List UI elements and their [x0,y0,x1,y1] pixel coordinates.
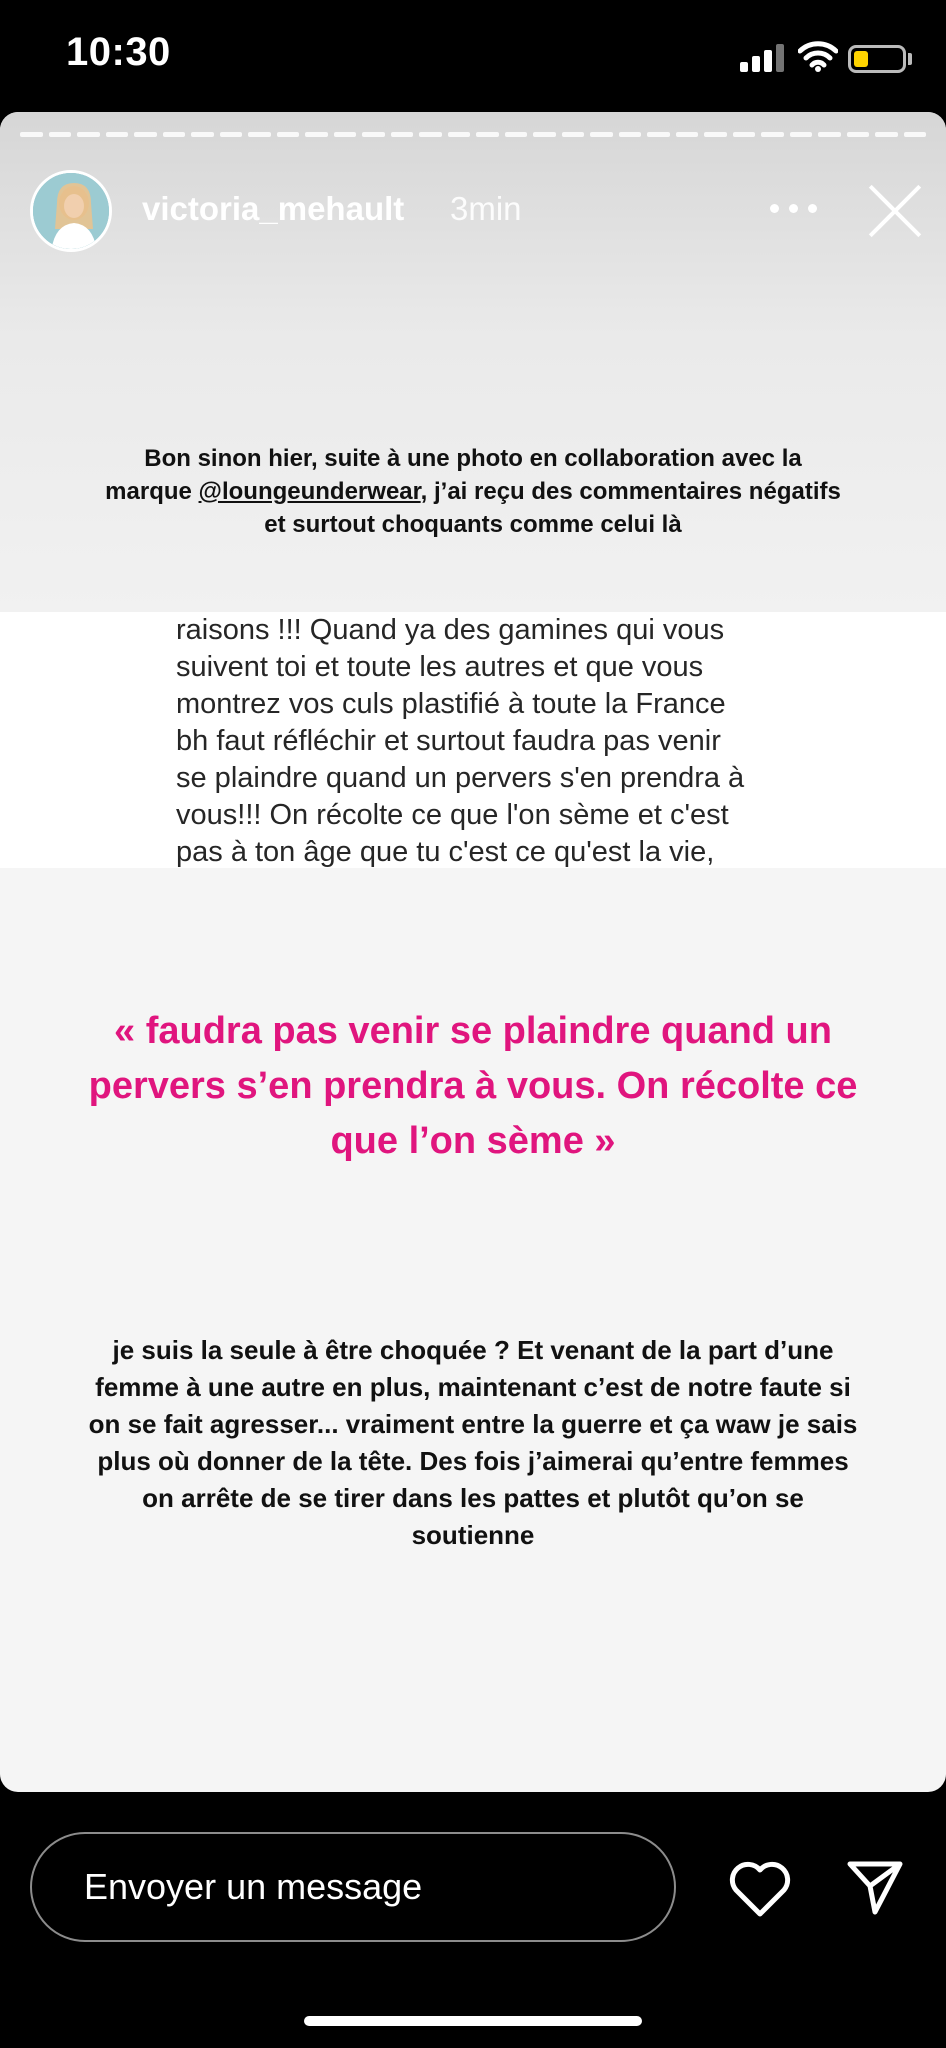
story-closing-text: je suis la seule à être choquée ? Et venant de la part d’une femme à une autre en plus, maintenant c’est de notre faute si on se fait agresser... vraiment entre la guerre et ça waw je sais plus où donner de la tête. Des fois j’aimerai qu’entre femmes on arrête de se tirer dans les pattes et plutôt qu’on se soutienne [88,1335,858,1550]
progress-segment [790,132,813,137]
progress-segment [419,132,442,137]
close-icon[interactable] [866,182,922,238]
progress-segment [49,132,72,137]
comment-line: montrez vos culs plastifié à toute la France [176,688,726,720]
progress-segment [448,132,471,137]
comment-line: se plaindre quand un pervers s'en prendra à [176,762,745,794]
battery-nub [908,53,912,65]
comment-text [176,612,876,871]
battery-icon [848,45,906,73]
progress-segment [248,132,271,137]
battery-level [854,51,868,67]
progress-segment [163,132,186,137]
avatar[interactable] [30,170,112,252]
story-timestamp: 3min [450,190,522,227]
comment-line: suivent toi et toute les autres et que vous [176,651,704,683]
progress-segment [704,132,727,137]
progress-segment [362,132,385,137]
progress-segment [533,132,556,137]
status-time: 10:30 [66,30,171,74]
wifi-icon [798,40,838,72]
progress-segment [334,132,357,137]
progress-segment [875,132,898,137]
progress-segment [77,132,100,137]
progress-segment [590,132,613,137]
progress-segment [761,132,784,137]
story-intro-text [100,442,846,541]
progress-segment [847,132,870,137]
progress-segment [647,132,670,137]
progress-segment [619,132,642,137]
status-bar [0,0,946,112]
send-icon[interactable] [846,1858,904,1916]
story-progress-bar [20,132,926,137]
progress-segment [106,132,129,137]
progress-segment [20,132,43,137]
progress-segment [505,132,528,137]
progress-segment [733,132,756,137]
intro-text-part: Bon sinon hier, suite à une photo en collaboration avec la marque [105,445,802,505]
cellular-signal-icon [740,42,784,72]
more-options-icon[interactable] [770,204,818,216]
avatar-image [33,173,112,252]
comment-line: bh faut réfléchir et surtout faudra pas venir [176,725,721,757]
comment-screenshot [0,612,946,868]
progress-segment [476,132,499,137]
progress-segment [391,132,414,137]
progress-segment [134,132,157,137]
progress-segment [562,132,585,137]
progress-segment [305,132,328,137]
comment-line: pas à ton âge que tu c'est ce qu'est la vie, [176,836,715,868]
highlighted-quote: « faudra pas venir se plaindre quand un pervers s’en prendra à vous. On récolte ce que l’on sème » [88,1010,858,1162]
progress-segment [818,132,841,137]
story-username[interactable]: victoria_mehault [142,190,405,227]
progress-segment [220,132,243,137]
progress-segment [191,132,214,137]
message-input[interactable] [30,1832,676,1942]
progress-segment [277,132,300,137]
comment-line: vous!!! On récolte ce que l'on sème et c'est [176,799,729,831]
brand-mention-link[interactable]: @loungeunderwear [198,478,421,505]
story-header [0,152,946,272]
comment-line: raisons !!! Quand ya des gamines qui vous [176,614,725,646]
progress-segment [676,132,699,137]
story-card[interactable] [0,112,946,1792]
intro-text-part: , j’ai reçu des commentaires négatifs et surtout choquants comme celui là [264,478,841,538]
reply-bar [0,1792,946,2048]
heart-icon[interactable] [728,1860,792,1918]
progress-segment [904,132,927,137]
home-indicator[interactable] [304,2016,642,2026]
